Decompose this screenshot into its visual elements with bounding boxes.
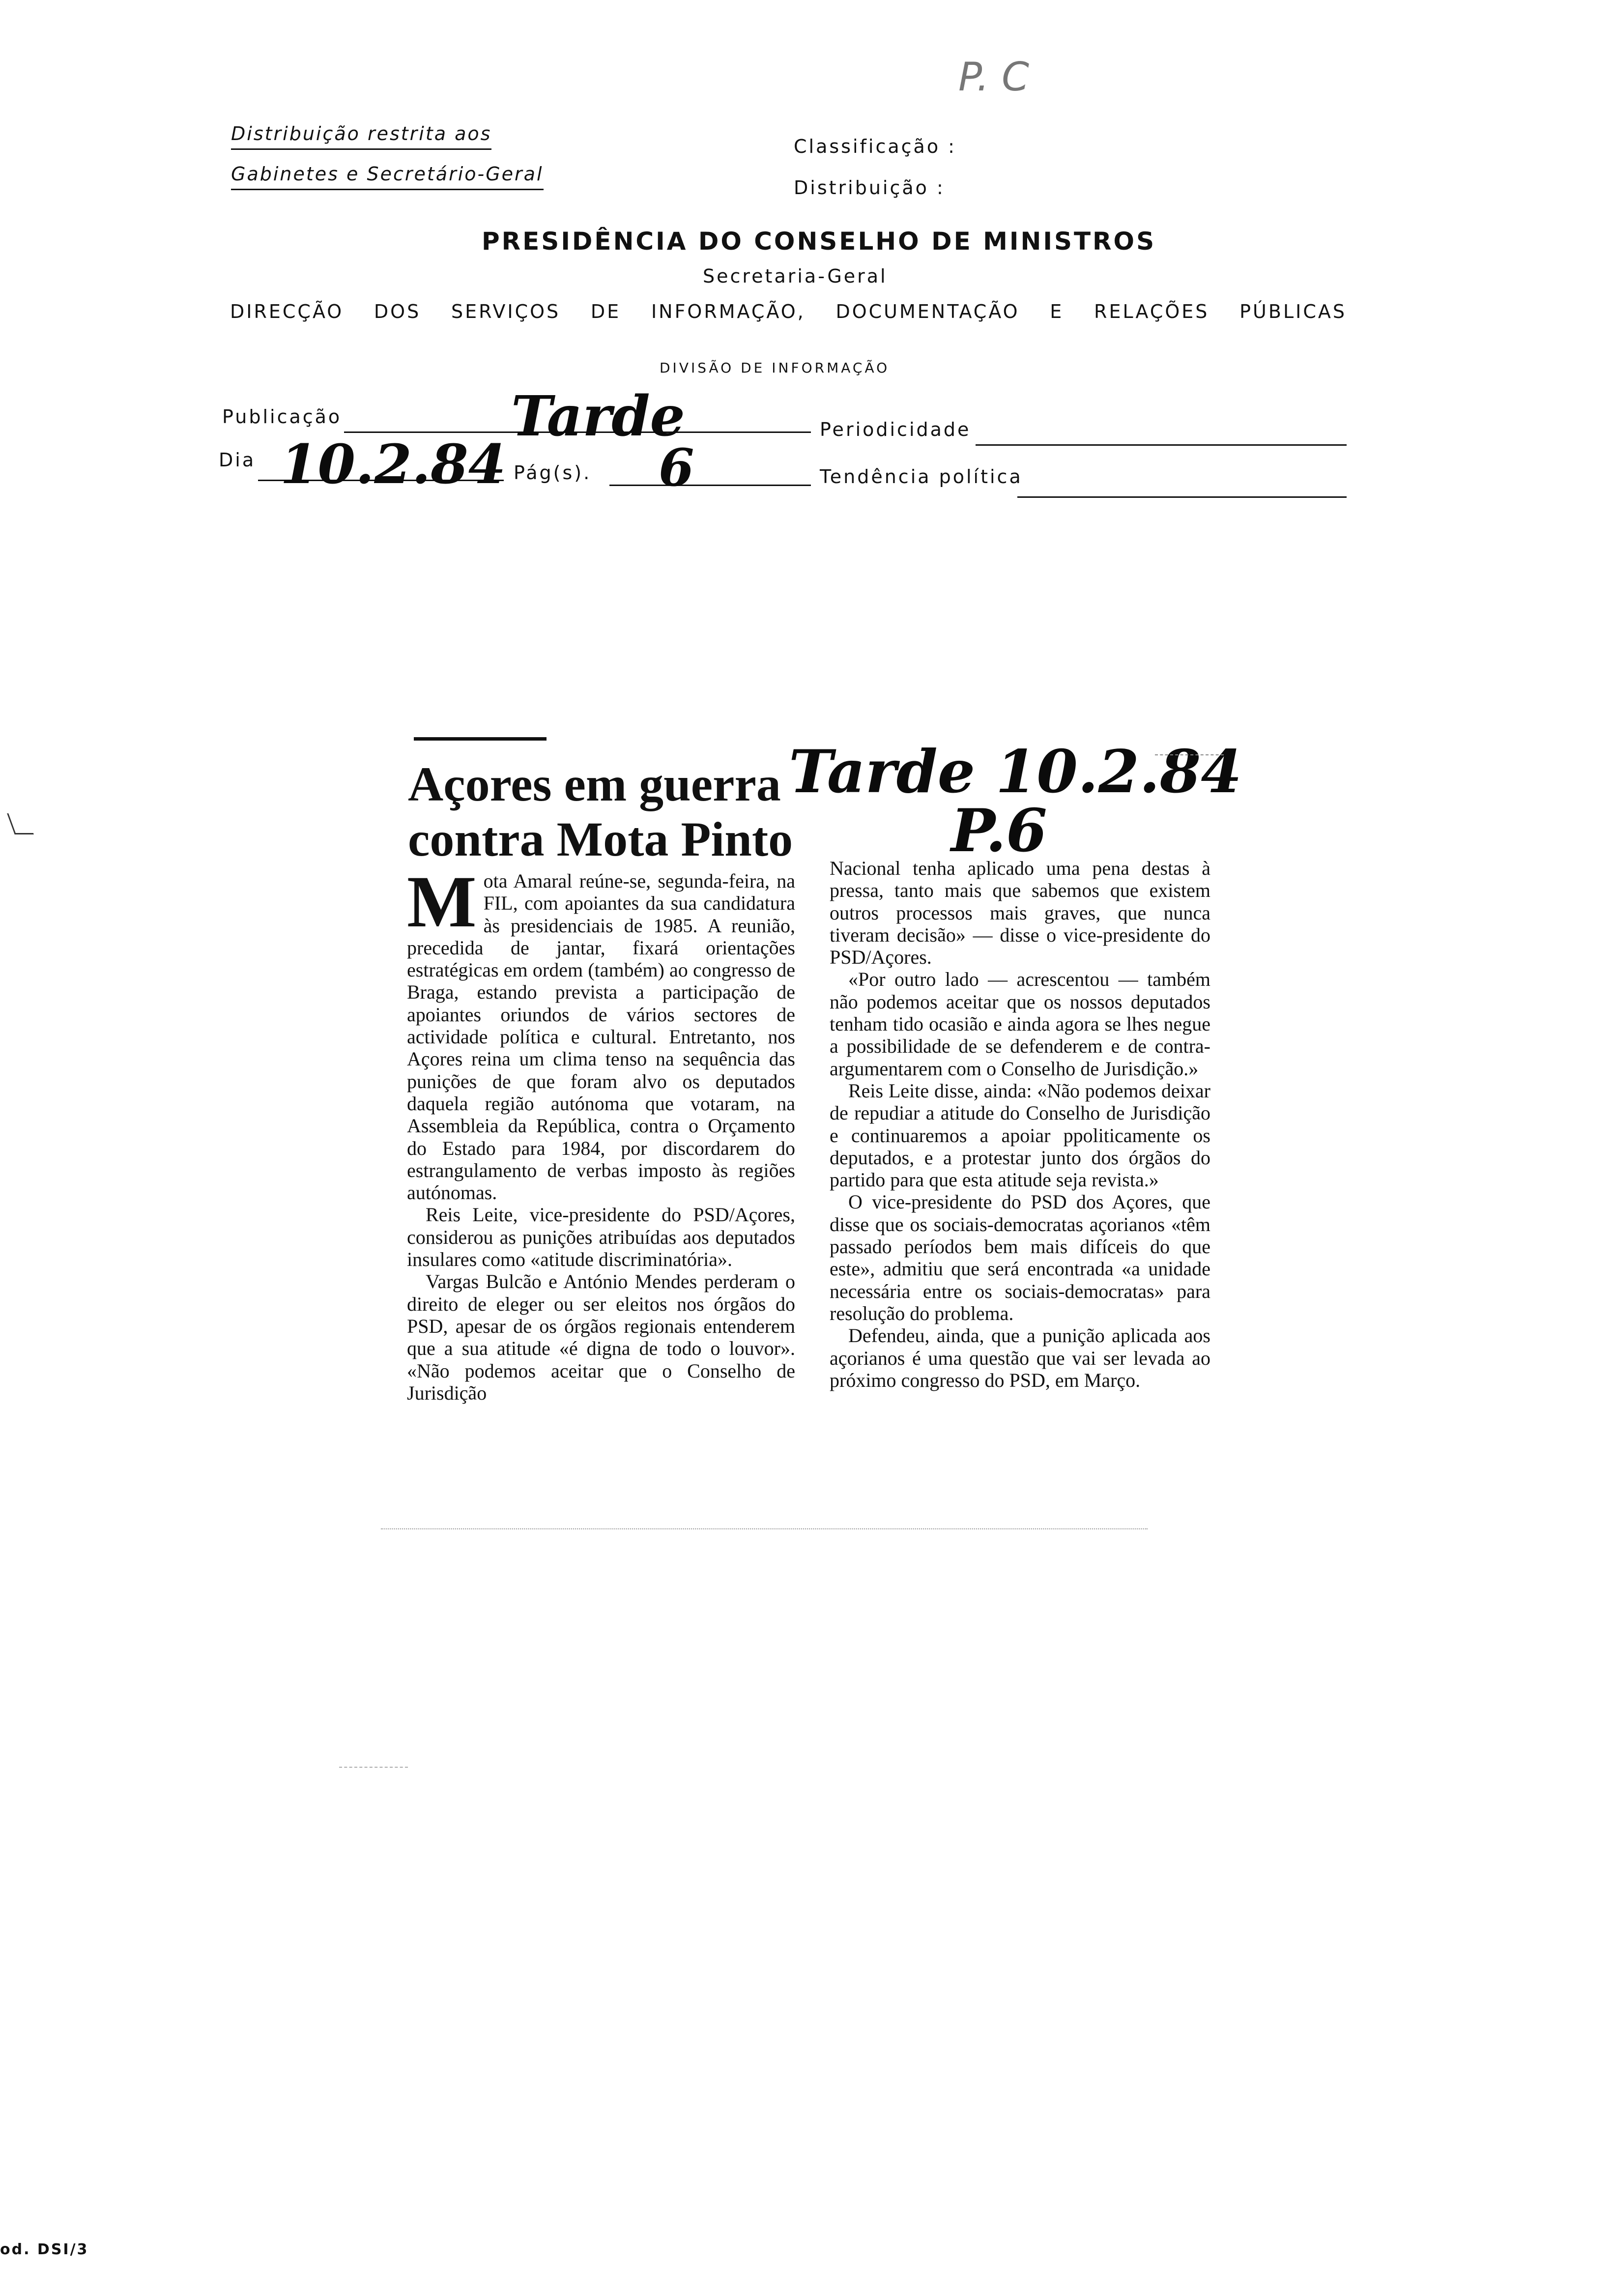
directorate-word: RELAÇÕES [1094, 301, 1209, 322]
directorate-word: DOS [374, 301, 421, 322]
directorate-word: DE [590, 301, 621, 322]
directorate-word: DIRECÇÃO [230, 301, 344, 322]
directorate-word: PÚBLICAS [1239, 301, 1347, 322]
clipping-handwritten-note-line-1: Tarde 10.2.84 [789, 737, 1242, 806]
top-right-handwritten-mark: P. C [958, 54, 1029, 100]
article-paragraph: Defendeu, ainda, que a punição aplicada aos açorianos é uma questão que vai ser levada ao próximo congresso do PSD, em Março. [830, 1324, 1210, 1391]
political-tendency-field-line [1017, 496, 1347, 498]
scan-artifact-mark [7, 813, 34, 834]
directorate-word: SERVIÇOS [451, 301, 561, 322]
headline-line-1: Açores em guerra [408, 757, 781, 811]
periodicity-field-line [976, 444, 1347, 446]
directorate-line [230, 301, 1347, 322]
division-label: DIVISÃO DE INFORMAÇÃO [660, 360, 890, 376]
political-tendency-label: Tendência política [820, 466, 1023, 488]
page-subtitle: Secretaria-Geral [703, 265, 888, 287]
scan-artifact-line [339, 1767, 408, 1768]
restricted-distribution-line-1: Distribuição restrita aos [231, 123, 491, 150]
pages-label: Pág(s). [514, 462, 592, 484]
clipping-cut-line [381, 1528, 1148, 1529]
article-paragraph: Vargas Bulcão e António Mendes perderam o direito de eleger ou ser eleitos nos órgãos do PSD, apesar de os órgãos regionais entenderem que a sua atitude «é digna de todo o louvor». «Não podemos aceitar que o Conselho de Jurisdição [407, 1270, 795, 1404]
directorate-word: E [1050, 301, 1064, 322]
periodicity-label: Periodicidade [820, 419, 971, 440]
headline-rule [414, 737, 547, 741]
article-paragraph: Nacional tenha aplicado uma pena destas à pressa, tanto mais que sabemos que existem outros processos mais graves, que nunca tiveram decisão» — disse o vice-presidente do PSD/Açores. [830, 857, 1210, 969]
article-paragraph: «Por outro lado — acrescentou — também não podemos aceitar que os nossos deputados tenham tido ocasião e ainda agora se lhes negue a possibilidade de se defenderem e de contra-argumentarem com o Conselho de Jurisdição.» [830, 968, 1210, 1080]
article-column-2 [830, 857, 1210, 1391]
article-paragraph [407, 861, 795, 1204]
article-dropcap: M [407, 861, 477, 943]
pages-handwritten-value: 6 [659, 437, 694, 498]
day-label: Dia [219, 449, 256, 471]
headline-line-2: contra Mota Pinto [408, 812, 793, 866]
classification-label: Classificação : [794, 136, 956, 157]
day-handwritten-value: 10.2.84 [280, 432, 506, 496]
publication-handwritten-value: Tarde [511, 384, 685, 449]
directorate-word: DOCUMENTAÇÃO [835, 301, 1020, 322]
scan-artifact-line [1155, 754, 1224, 755]
clipping-handwritten-note-line-2: P.6 [951, 796, 1047, 865]
pages-field-line [609, 485, 811, 486]
distribution-label: Distribuição : [794, 177, 945, 199]
article-paragraph-text: ota Amaral reúne-se, segunda-feira, na FIL, com apoiantes da sua candidatura às presidenciais de 1985. A reunião, precedida de jantar, fixará orientações estratégicas em ordem (também) ao congresso de Braga, estando prevista a participação de apoiantes oriundos de vários sectores de actividade política e cultural. Entretanto, nos Açores reina um clima tenso na sequência das punições de que foram alvo os deputados daquela região autónoma que votaram, na Assembleia da República, contra o Orçamento do Estado para 1984, por discordarem do estrangulamento de verbas imposto às regiões autónomas. [407, 870, 795, 1204]
article-paragraph: Reis Leite, vice-presidente do PSD/Açores, considerou as punições atribuídas aos deputados insulares como «atitude discriminatória». [407, 1204, 795, 1271]
restricted-distribution-line-2: Gabinetes e Secretário-Geral [231, 163, 544, 190]
form-code: od. DSI/3 [0, 2241, 89, 2258]
article-paragraph: O vice-presidente do PSD dos Açores, que disse que os sociais-democratas açorianos «têm passado períodos bem mais difíceis do que este», admitiu que será encontrada «a unidade necessária entre os sociais-democratas» para resolução do problema. [830, 1191, 1210, 1324]
publication-label: Publicação [222, 406, 342, 428]
article-column-1 [407, 861, 795, 1404]
article-paragraph: Reis Leite disse, ainda: «Não podemos deixar de repudiar a atitude do Conselho de Jurisdição e continuaremos a apoiar ppoliticamente os deputados, e a protestar junto dos órgãos do partido para que esta atitude seja revista.» [830, 1079, 1210, 1191]
directorate-word: INFORMAÇÃO, [651, 301, 806, 322]
page-title: PRESIDÊNCIA DO CONSELHO DE MINISTROS [482, 227, 1156, 256]
